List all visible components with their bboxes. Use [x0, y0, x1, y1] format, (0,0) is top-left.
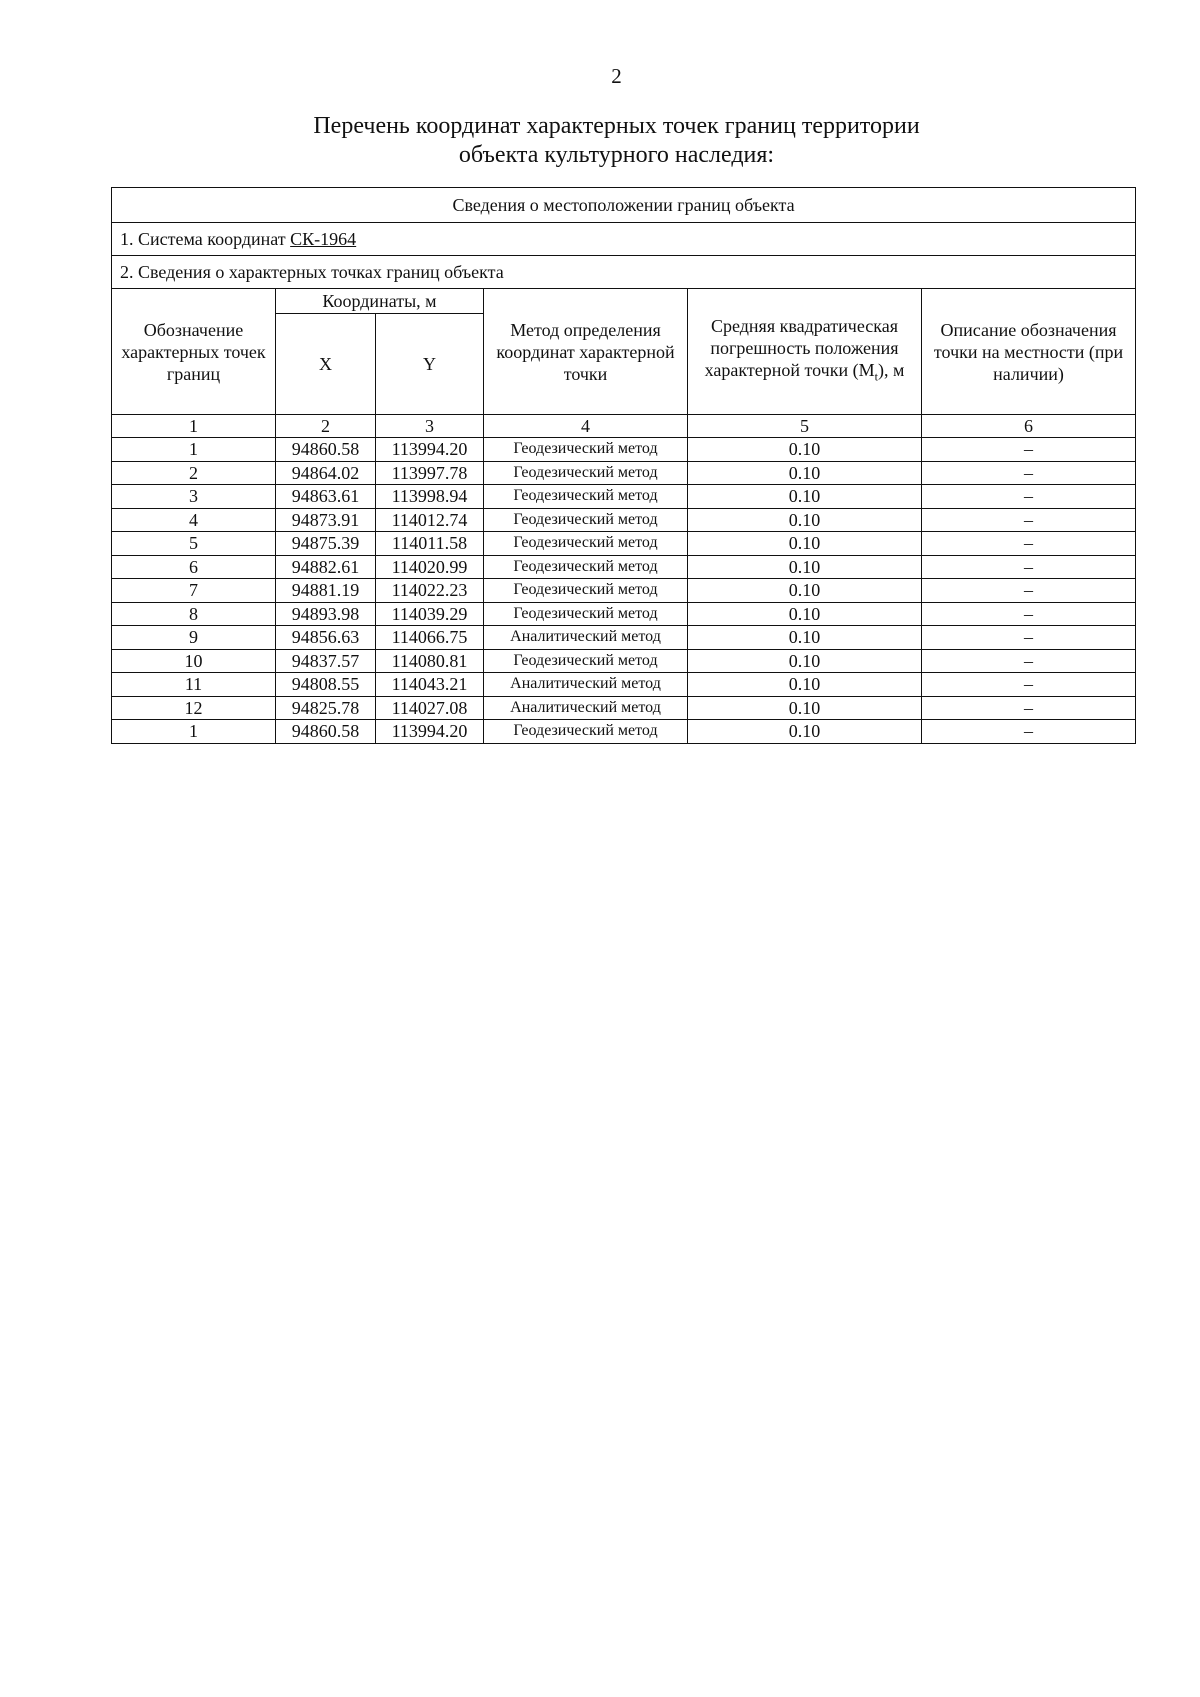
- cell-point-id: 6: [112, 555, 276, 579]
- table-row: [112, 720, 1136, 744]
- cell-method: Геодезический метод: [484, 720, 688, 744]
- table-row: [112, 461, 1136, 485]
- table-row: [112, 649, 1136, 673]
- cell-x: 94808.55: [276, 673, 376, 697]
- cell-point-id: 3: [112, 485, 276, 509]
- column-number: 3: [376, 415, 484, 438]
- cell-description: –: [922, 602, 1136, 626]
- header-error: [688, 289, 922, 415]
- cell-method: Геодезический метод: [484, 508, 688, 532]
- cell-point-id: 2: [112, 461, 276, 485]
- cell-description: –: [922, 673, 1136, 697]
- boundary-points-label: 2. Сведения о характерных точках границ объекта: [112, 256, 1136, 289]
- cell-error: 0.10: [688, 649, 922, 673]
- table-row: [112, 696, 1136, 720]
- cell-x: 94873.91: [276, 508, 376, 532]
- table-row: [112, 532, 1136, 556]
- table-banner: Сведения о местоположении границ объекта: [112, 188, 1136, 223]
- header-coordinates: Координаты, м: [276, 289, 484, 314]
- cell-description: –: [922, 532, 1136, 556]
- cell-error: 0.10: [688, 579, 922, 603]
- cell-y: 113994.20: [376, 438, 484, 462]
- cell-point-id: 11: [112, 673, 276, 697]
- header-method: Метод определения координат характерной точки: [484, 289, 688, 415]
- cell-method: Геодезический метод: [484, 438, 688, 462]
- header-designation: Обозначение характерных точек границ: [112, 289, 276, 415]
- table-row: [112, 602, 1136, 626]
- column-number: 6: [922, 415, 1136, 438]
- page-number: 2: [611, 64, 622, 88]
- cell-point-id: 10: [112, 649, 276, 673]
- coordinate-system-value: СК-1964: [290, 229, 357, 249]
- cell-y: 113994.20: [376, 720, 484, 744]
- cell-y: 114022.23: [376, 579, 484, 603]
- cell-x: 94881.19: [276, 579, 376, 603]
- document-title-line-2: объекта культурного наследия:: [458, 142, 775, 168]
- cell-x: 94882.61: [276, 555, 376, 579]
- cell-error: 0.10: [688, 673, 922, 697]
- table-row: [112, 485, 1136, 509]
- cell-description: –: [922, 508, 1136, 532]
- cell-description: –: [922, 626, 1136, 650]
- cell-method: Геодезический метод: [484, 602, 688, 626]
- cell-x: 94893.98: [276, 602, 376, 626]
- cell-point-id: 5: [112, 532, 276, 556]
- cell-x: 94860.58: [276, 438, 376, 462]
- cell-x: 94837.57: [276, 649, 376, 673]
- cell-y: 114027.08: [376, 696, 484, 720]
- cell-description: –: [922, 555, 1136, 579]
- table-row: [112, 555, 1136, 579]
- cell-description: –: [922, 438, 1136, 462]
- cell-error: 0.10: [688, 626, 922, 650]
- cell-point-id: 1: [112, 720, 276, 744]
- document-title-line-1: Перечень координат характерных точек границ территории: [313, 113, 920, 139]
- cell-error: 0.10: [688, 461, 922, 485]
- cell-y: 114080.81: [376, 649, 484, 673]
- cell-x: 94863.61: [276, 485, 376, 509]
- column-number: 4: [484, 415, 688, 438]
- cell-point-id: 7: [112, 579, 276, 603]
- cell-point-id: 12: [112, 696, 276, 720]
- cell-error: 0.10: [688, 532, 922, 556]
- cell-x: 94825.78: [276, 696, 376, 720]
- header-error-text: Средняя квадратическая погрешность положения характерной точки (M: [704, 316, 899, 381]
- cell-point-id: 4: [112, 508, 276, 532]
- cell-error: 0.10: [688, 720, 922, 744]
- cell-description: –: [922, 649, 1136, 673]
- cell-y: 114012.74: [376, 508, 484, 532]
- table-row: [112, 673, 1136, 697]
- cell-error: 0.10: [688, 508, 922, 532]
- cell-y: 114039.29: [376, 602, 484, 626]
- column-number: 1: [112, 415, 276, 438]
- cell-method: Геодезический метод: [484, 485, 688, 509]
- document-title: [0, 112, 1200, 170]
- cell-description: –: [922, 579, 1136, 603]
- header-y: Y: [376, 314, 484, 415]
- cell-method: Аналитический метод: [484, 696, 688, 720]
- cell-x: 94864.02: [276, 461, 376, 485]
- coordinate-system-row: [112, 223, 1136, 256]
- cell-error: 0.10: [688, 555, 922, 579]
- cell-x: 94856.63: [276, 626, 376, 650]
- cell-error: 0.10: [688, 602, 922, 626]
- cell-x: 94875.39: [276, 532, 376, 556]
- cell-point-id: 1: [112, 438, 276, 462]
- cell-point-id: 9: [112, 626, 276, 650]
- cell-error: 0.10: [688, 485, 922, 509]
- cell-method: Геодезический метод: [484, 532, 688, 556]
- table-row: [112, 508, 1136, 532]
- header-error-tail: ), м: [877, 360, 905, 381]
- coordinates-table: [111, 187, 1136, 744]
- table-row: [112, 626, 1136, 650]
- table-row: [112, 579, 1136, 603]
- column-number: 5: [688, 415, 922, 438]
- cell-x: 94860.58: [276, 720, 376, 744]
- cell-description: –: [922, 720, 1136, 744]
- cell-y: 114020.99: [376, 555, 484, 579]
- cell-y: 114011.58: [376, 532, 484, 556]
- cell-error: 0.10: [688, 438, 922, 462]
- cell-method: Геодезический метод: [484, 579, 688, 603]
- coordinate-system-label: 1. Система координат: [120, 229, 291, 249]
- cell-y: 113998.94: [376, 485, 484, 509]
- cell-description: –: [922, 696, 1136, 720]
- cell-method: Геодезический метод: [484, 461, 688, 485]
- header-error-subscript: t: [874, 369, 878, 384]
- cell-description: –: [922, 485, 1136, 509]
- cell-method: Аналитический метод: [484, 626, 688, 650]
- column-number: 2: [276, 415, 376, 438]
- cell-method: Геодезический метод: [484, 555, 688, 579]
- cell-y: 114066.75: [376, 626, 484, 650]
- cell-point-id: 8: [112, 602, 276, 626]
- cell-y: 114043.21: [376, 673, 484, 697]
- cell-description: –: [922, 461, 1136, 485]
- header-x: X: [276, 314, 376, 415]
- header-description: Описание обозначения точки на местности (при наличии): [922, 289, 1136, 415]
- cell-method: Аналитический метод: [484, 673, 688, 697]
- cell-y: 113997.78: [376, 461, 484, 485]
- cell-error: 0.10: [688, 696, 922, 720]
- table-row: [112, 438, 1136, 462]
- cell-method: Геодезический метод: [484, 649, 688, 673]
